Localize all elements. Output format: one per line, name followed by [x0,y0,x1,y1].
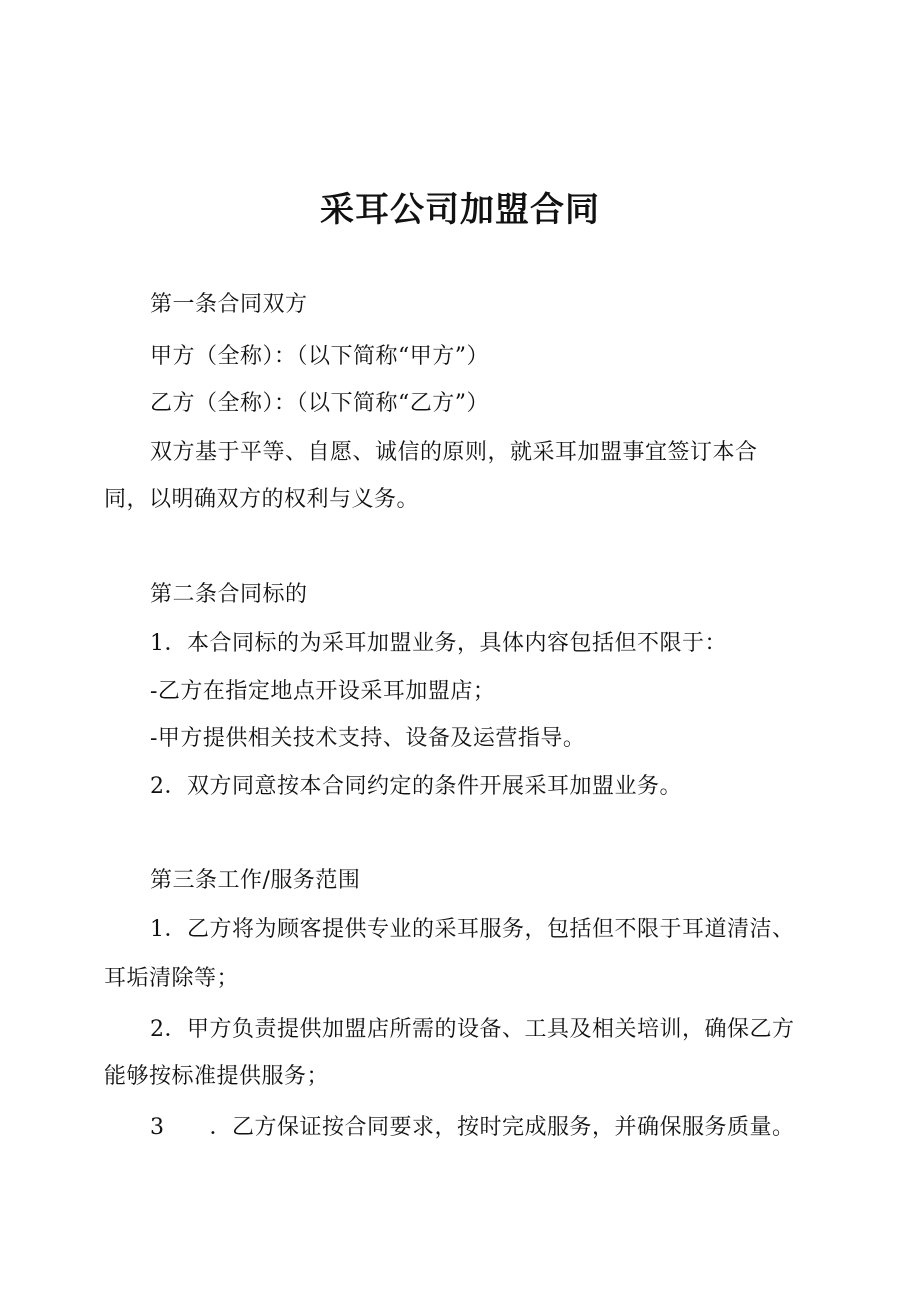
article-2-bullet-1: -乙方在指定地点开设采耳加盟店； [150,679,496,704]
article-2-bullet-2: -甲方提供相关技术支持、设备及运营指导。 [150,726,586,751]
party-b-line: 乙方（全称）：（以下简称“乙方”） [150,391,489,416]
article-3-item-2-line-1: 2．甲方负责提供加盟店所需的设备、工具及相关培训，确保乙方 [150,1017,795,1042]
article-2-heading: 第二条合同标的 [150,582,308,607]
article-3-item-1-line-1: 1．乙方将为顾客提供专业的采耳服务，包括但不限于耳道清洁、 [150,917,795,942]
preamble-line-2: 同，以明确双方的权利与义务。 [104,487,420,512]
article-2-item-1: 1．本合同标的为采耳加盟业务，具体内容包括但不限于： [150,631,727,656]
article-3-heading: 第三条工作/服务范围 [150,868,361,893]
article-3-item-3: 3 ．乙方保证按合同要求，按时完成服务，并确保服务质量。 [150,1115,795,1140]
article-3-item-1-line-2: 耳垢清除等； [104,966,240,991]
party-a-line: 甲方（全称）：（以下简称“甲方”） [150,344,489,369]
article-3-item-2-line-2: 能够按标准提供服务； [104,1064,330,1089]
preamble-line-1: 双方基于平等、自愿、诚信的原则，就采耳加盟事宜签订本合 [150,440,758,465]
article-1-heading: 第一条合同双方 [150,292,308,317]
document-title: 采耳公司加盟合同 [320,190,600,230]
article-2-item-2: 2．双方同意按本合同约定的条件开展采耳加盟业务。 [150,774,682,799]
